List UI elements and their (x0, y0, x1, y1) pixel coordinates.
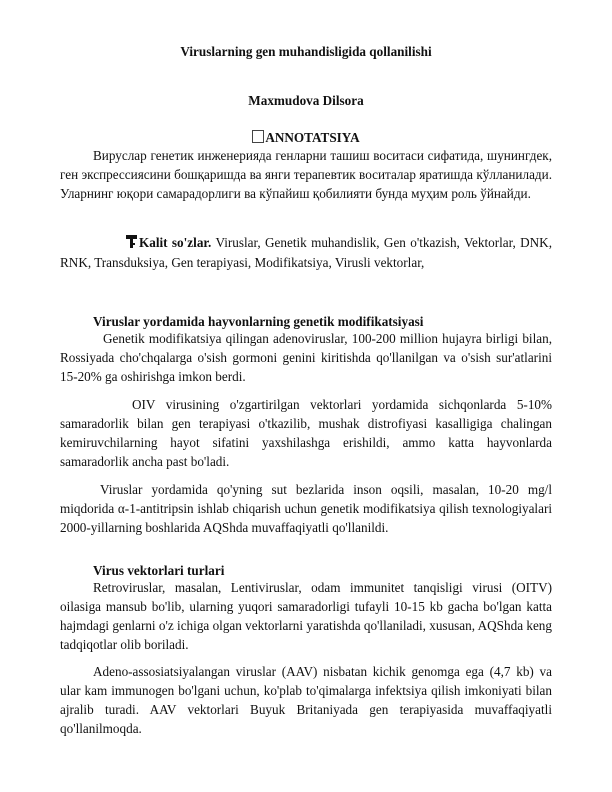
key-icon (93, 234, 137, 253)
author-name: Maxmudova Dilsora (248, 93, 364, 108)
keywords-paragraph (60, 233, 552, 272)
section-heading-genetic-modification: Viruslar yordamida hayvonlarning genetik modifikatsiyasi (93, 314, 424, 329)
body-paragraph: Viruslar yordamida qo'yning sut bezlarida inson oqsili, masalan, 10-20 mg/l miqdorida α-1-antitripsin ishlab chiqarish uchun genetik modifikatsiya qilish texnologiyalari 2000-yillarning boshlarida AQShda muvaffaqiyatli qo'llanildi. (60, 482, 552, 535)
body-paragraph: OIV virusining o'zgartirilgan vektorlari yordamida sichqonlarda 5-10% samaradorlik bilan gen terapiyasi o'tkazilib, mushak distrofiyasi kasalligiga chalingan kemiruvchilarning hayot sifatini yaxshilashga erishildi, ammo katta hayvonlarda samaradorlik ancha past bo'ladi. (60, 397, 552, 469)
body-paragraph: Adeno-assosiatsiyalangan viruslar (AAV) nisbatan kichik genomga ega (4,7 kb) va ular kam immunogen bo'lgani uchun, ko'plab to'qimalarga infektsiya qilish imkoniyati bilan ajralib turadi. AAV vektorlari Buyuk Britaniyada gen terapiyasida muvaffaqiyatli qo'llanilmoqda. (60, 664, 552, 736)
body-paragraph: Genetik modifikatsiya qilingan adenoviruslar, 100-200 million hujayra birligi bilan, Rossiyada cho'chqalarga o'sish gormoni genini kiritishda qo'llanilgan va o'sish sur'atlarini 15-20% ga oshirishga imkon berdi. (60, 331, 552, 384)
keywords-text: Viruslar, Genetik muhandislik, Gen o'tkazish, Vektorlar, DNK, RNK, Transduksiya, Gen terapiyasi, Modifikatsiya, Virusli vektorlar, (60, 235, 552, 270)
paper-title: Viruslarning gen muhandisligida qollanilishi (180, 44, 432, 59)
annotation-heading (0, 130, 612, 146)
keywords-label: Kalit so'zlar. (139, 235, 212, 250)
missing-glyph-icon (252, 130, 264, 143)
annotation-label: ANNOTATSIYA (265, 130, 360, 145)
annotation-text: Вируслар генетик инженерияда генларни ташиш воситаси сифатида, шунингдек, ген экспрессиясини бошқаришда ва янги терапевтик воситалар яратишда кўлланилади. Уларнинг юқори самарадорлиги ва кўпайиш қобилияти бунда муҳим роль ўйнайди. (60, 148, 552, 201)
body-paragraph: Retroviruslar, masalan, Lentiviruslar, odam immunitet tanqisligi virusi (OITV) oilasiga mansub bo'lib, ularning yuqori samaradorligi tufayli 10-15 kb gacha bo'lgan katta hajmdagi genlarni o'z ichiga olgan vektorlarni yaratishda qo'llaniladi, xususan, AQShda keng tadqiqotlar olib boriladi. (60, 580, 552, 652)
section-heading-vector-types: Virus vektorlari turlari (93, 563, 225, 578)
